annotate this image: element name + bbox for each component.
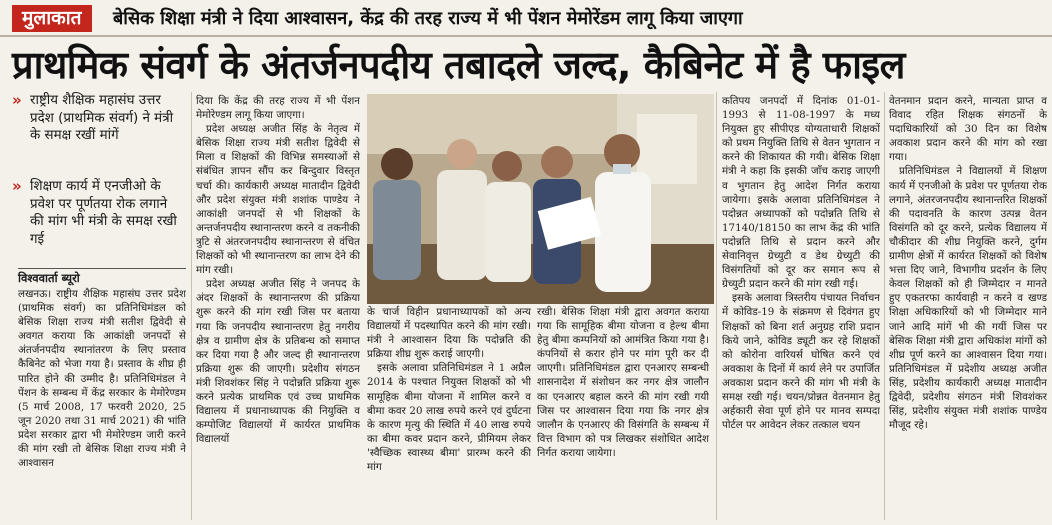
highlight-2 xyxy=(14,178,184,248)
paragraph: प्रतिनिधिमंडल ने विद्यालयों में शिक्षण कार्य में एनजीओ के प्रवेश पर पूर्णतया रोक लगाने, अंतरजनपदीय स्थानान्तरित शिक्षकों की पदावनति के कारण उत्पन्न वेतन विसंगति को दूर करने, प्रत्येक विद्यालय में चौकीदार की शीघ्र नियुक्ति करने, दुर्गम ग्रामीण क्षेत्रों में कार्यरत शिक्षकों को विशेष भत्ता दिए जाने, विभागीय प्रदर्शन के लिए केवल शिक्षकों को ही जिम्मेदार न मानते हुए एकतरफा कार्यवाही न करने व खण्ड शिक्षा अधिकारियों को भी जिम्मेदार माने जाने आदि मांगें भी की गयीं जिस पर बेसिक शिक्षा मंत्री द्वारा अधिकांश मांगों को शीघ्र पूर्ण करने का आश्वासन दिया गया। प्रतिनिधिमंडल में प्रदेशीय अध्यक्ष अजीत सिंह, प्रदेशीय कार्यकारी अध्यक्ष मातादीन द्विवेदी, प्रदेशीय संगठन मंत्री शिवशंकर सिंह, प्रदेशीय संयुक्त मंत्री शशांक पाण्डेय मौजूद रहे। xyxy=(889,165,1047,432)
paragraph: प्रदेश अध्यक्ष अजीत सिंह ने जनपद के अंदर शिक्षकों के स्थानान्तरण की प्रक्रिया शुरू करने की मांग रखी जिस पर बताया गया कि जनपदीय स्थानान्तरण हेतु नगरीय क्षेत्र व ग्रामीण क्षेत्र के प्रतिबन्ध को समाप्त कर दिया गया है और जल्द ही स्थानान्तरण प्रक्रिया शुरू की जाएगी। प्रदेशीय संगठन मंत्री शिवशंकर सिंह ने पदोन्नति प्रक्रिया शुरू करने प्रत्येक प्राथमिक एवं उच्च प्राथमिक विद्यालय में प्रधानाध्यापक की नियुक्ति व कम्पोजिट विद्यालयों में कार्यरत प्राथमिक विद्यालयों xyxy=(196,278,360,446)
article-column-1 xyxy=(18,287,186,519)
paragraph: इसके अलावा त्रिस्तरीय पंचायत निर्वाचन में कोविड-19 के संक्रमण से दिवंगत हुए शिक्षकों को बिना शर्त अनुग्रह राशि प्रदान किये जाने, कोविड ड्यूटी कर रहे शिक्षकों को कोरोना वारियर्स घोषित करने एवं अवकाश के दिनों में कार्य लेने पर उपार्जित अवकाश प्रदान करने की मांग भी मंत्री के समक्ष रखी गई। चयन/प्रोन्नत वेतनमान हेतु अर्हकारी सेवा पूर्ण होने पर मानव सम्पदा पोर्टल पर आवेदन लेकर तत्काल चयन xyxy=(722,292,880,432)
paragraph: के चार्ज विहीन प्रधानाध्यापकों को अन्य विद्यालयों में पदस्थापित करने की मांग रखी। मंत्री ने आश्वासन दिया कि पदोन्नति की प्रक्रिया शीघ्र शुरू कराई जाएगी। xyxy=(367,306,531,361)
paragraph: वेतनमान प्रदान करने, मान्यता प्राप्त व विवाद रहित शिक्षक संगठनों के पदाधिकारियों को 30 दिन का विशेष अवकाश प्रदान करने की मांग को रखा गया। xyxy=(889,95,1047,164)
highlight-1 xyxy=(14,92,184,145)
highlight-text: शिक्षण कार्य में एनजीओ के प्रवेश पर पूर्णतया रोक लगाने की मांग भी मंत्री के समक्ष रखी गई xyxy=(30,179,177,247)
column-divider xyxy=(716,92,717,520)
double-chevron-icon: » xyxy=(12,177,22,195)
double-chevron-icon: » xyxy=(12,91,22,109)
article-column-6 xyxy=(889,94,1047,520)
paragraph: कतिपय जनपदों में दिनांक 01-01-1993 से 11-08-1997 के मध्य नियुक्त हुए सीपीएड योग्यताधारी शिक्षकों को प्रथम नियुक्ति तिथि से वेतन भुगतान न करने की शिकायत की गयी। बेसिक शिक्षा मंत्री ने कहा कि इसकी जाँच कराइ जाएगी व भुगतान हेतु आदेश निर्गत कराया जायेगा। इसके अलावा प्रतिनिधिमंडल ने पदोन्नत अध्यापकों को पदोन्नति तिथि से 17140/18150 का लाभ केंद्र की भांति पदोन्नति तिथि से प्रदान करने और सेवानिवृत्त ग्रेच्युटी व डेथ ग्रेच्युटी की विसंगतियों को दूर कर समान रूप से ग्रेच्युटी प्रदान करने की मांग रखी गई। xyxy=(722,95,880,291)
strap-headline: बेसिक शिक्षा मंत्री ने दिया आश्वासन, केंद्र की तरह राज्य में भी पेंशन मेमोरेंडम लागू किया जाएगा xyxy=(113,8,743,29)
paragraph: रखी। बेसिक शिक्षा मंत्री द्वारा अवगत कराया गया कि सामूहिक बीमा योजना व हेल्थ बीमा हेतु बीमा कम्पनियों को आमंत्रित किया गया है। कंपनियों से करार होने पर मांग पूरी कर दी जाएगी। प्रतिनिधिमंडल द्वारा एनआरए सम्बन्धी शासनादेश में संशोधन कर नगर क्षेत्र जालौन का एनआरए बहाल करने की मांग रखी गयी जिस पर आश्वासन दिया गया कि नगर क्षेत्र जालौन के एनआरए की विसंगति के सम्बन्ध में वित्त विभाग को पत्र लिखकर संशोधित आदेश निर्गत कराया जायेगा। xyxy=(537,306,709,459)
paragraph: लखनऊ। राष्ट्रीय शैक्षिक महासंघ उत्तर प्रदेश (प्राथमिक संवर्ग) का प्रतिनिधिमंडल को बेसिक शिक्षा राज्य मंत्री सतीश द्विवेदी से अवगत कराया कि आकांक्षी जनपदों से अंतर्जनपदीय स्थानांतरण के लिए प्रस्ताव कैबिनेट को भेजा गया है। प्रस्ताव के शीघ्र ही पारित होने की उम्मीद है। प्रतिनिधिमंडल ने पेंशन के सम्बन्ध में केंद्र सरकार के मेमोरेण्डम (5 मार्च 2008, 17 फरवरी 2020, 25 जून 2020 तथा 31 मार्च 2021) की भांति प्रदेश सरकार द्वारा भी मेमोरेण्डम जारी करने की मांग रखी तो बेसिक शिक्षा राज्य मंत्री ने आश्वासन xyxy=(18,288,186,470)
paragraph: इसके अलावा प्रतिनिधिमंडल ने 1 अप्रैल 2014 के पश्चात नियुक्त शिक्षकों को भी सामूहिक बीमा योजना में शामिल करने व बीमा कवर 20 लाख रुपये करने एवं दुर्घटना के कारण मृत्यु की स्थिति में 40 लाख रुपये का बीमा कवर प्रदान करने, प्रीमियम लेकर 'स्वैच्छिक स्वास्थ्य बीमा' प्रारम्भ करने की मांग xyxy=(367,362,531,474)
article-column-3 xyxy=(367,305,531,520)
byline: विश्ववार्ता ब्यूरो xyxy=(18,268,186,286)
article-column-5 xyxy=(722,94,880,520)
article-column-4 xyxy=(537,305,709,520)
strap-divider xyxy=(0,35,1052,37)
photo-illustration xyxy=(367,94,714,304)
paragraph: प्रदेश अध्यक्ष अजीत सिंह के नेतृत्व में बेसिक शिक्षा राज्य मंत्री सतीश द्विवेदी से मिला व शिक्षकों की विभिन्न समस्याओं से संबंधित ज्ञापन सौंप कर बिन्दुवार विस्तृत चर्चा की। कार्यकारी अध्यक्ष मातादीन द्विवेदी और प्रदेश संयुक्त मंत्री शशांक पाण्डेय ने आकांक्षी जनपदों से भी शिक्षकों के अन्तर्जनपदीय स्थानान्तरण करने व तकनीकी त्रुटि से अंतरजनपदीय स्थानान्तरण से वंचित शिक्षकों को भी स्थानान्तरण का लाभ देने की मांग रखी। xyxy=(196,123,360,277)
paragraph: दिया कि केंद्र की तरह राज्य में भी पेंशन मेमोरेण्डम लागू किया जाएगा। xyxy=(196,95,360,122)
column-divider xyxy=(884,92,885,520)
section-tag: मुलाकात xyxy=(12,5,92,32)
news-photo xyxy=(367,94,714,304)
highlight-text: राष्ट्रीय शैक्षिक महासंघ उत्तर प्रदेश (प्राथमिक संवर्ग) ने मंत्री के समक्ष रखीं मांगें xyxy=(30,93,174,143)
column-divider xyxy=(191,92,192,520)
main-headline: प्राथमिक संवर्ग के अंतर्जनपदीय तबादले जल्द, कैबिनेट में है फाइल xyxy=(12,43,905,87)
article-column-2 xyxy=(196,94,360,520)
